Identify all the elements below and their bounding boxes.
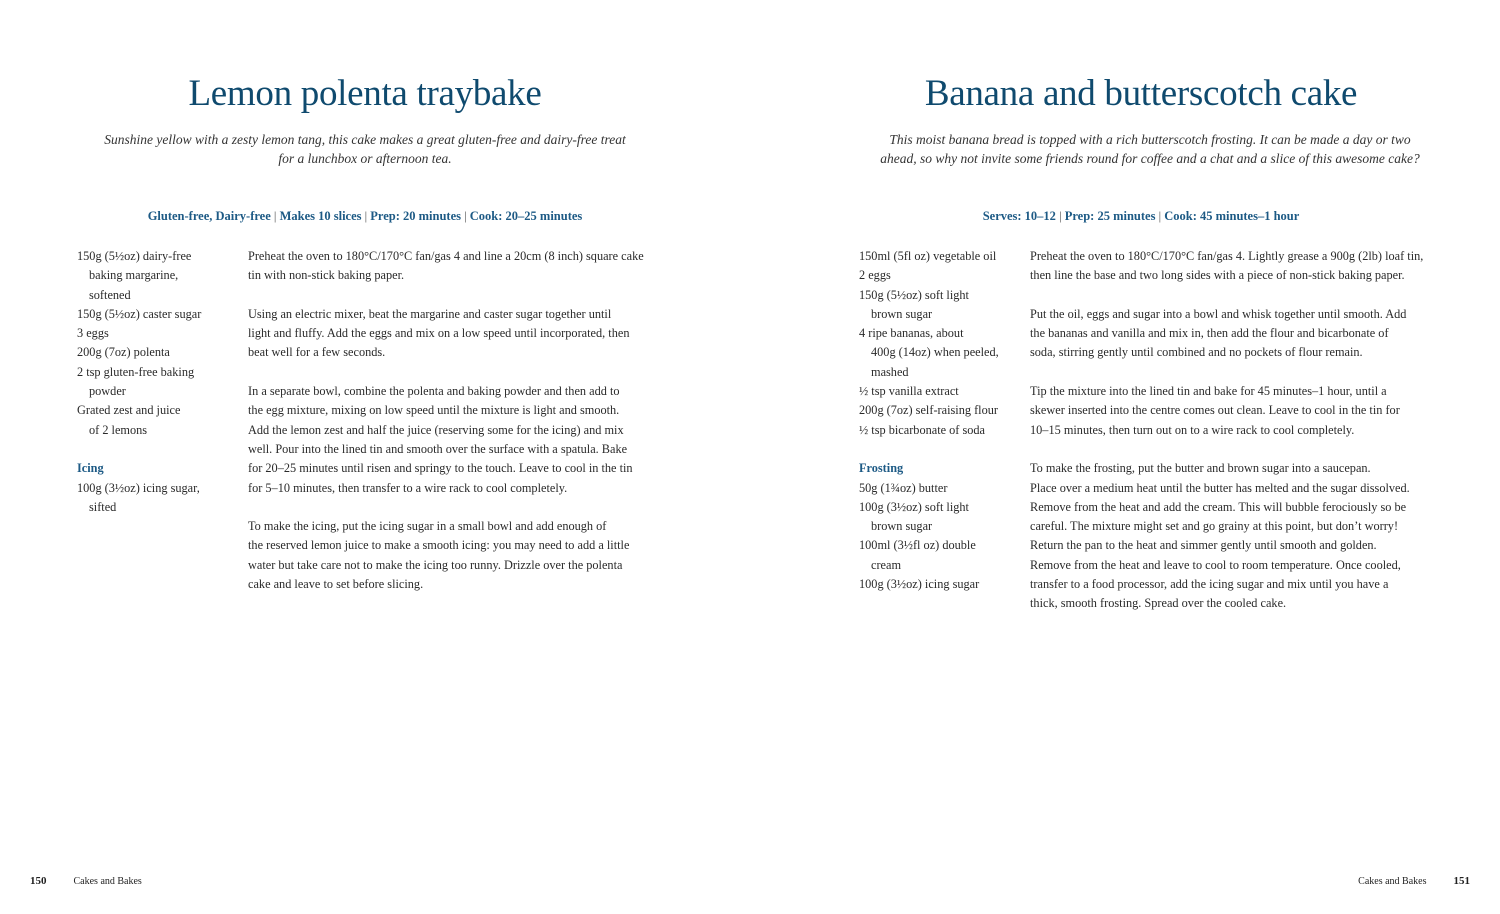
recipe-meta: Serves: 10–12 | Prep: 25 minutes | Cook: 45 minutes–1 hour (982, 209, 1300, 223)
method-line: tin with non-stick baking paper. (248, 268, 405, 283)
ingredient-line: softened (89, 287, 131, 302)
ingredient-line: of 2 lemons (89, 422, 148, 437)
method-line: soda, stirring gently until combined and no pockets of flour remain. (1030, 345, 1363, 360)
ingredient-line: 3 eggs (77, 326, 109, 341)
method-line: Using an electric mixer, beat the margarine and caster sugar together until (248, 306, 612, 321)
ingredient-line: 100g (3½oz) icing sugar (859, 577, 980, 592)
ingredient-line: baking margarine, (89, 268, 179, 283)
method-line: Return the pan to the heat and simmer gently until smooth and golden. (1030, 538, 1377, 553)
ingredient-line: brown sugar (871, 519, 933, 534)
ingredient-line: 200g (7oz) self-raising flour (859, 403, 998, 418)
dietary-info: Gluten-free, Dairy-free (147, 209, 271, 223)
cook-time: Cook: 45 minutes–1 hour (1164, 209, 1300, 223)
page-footer (1358, 875, 1470, 887)
method-paragraph (1030, 247, 1440, 286)
prep-time: Prep: 25 minutes (1064, 209, 1156, 223)
method-line: cake and leave to set before slicing. (248, 577, 424, 592)
method-line: Add the lemon zest and half the juice (reserving some for the icing) and mix (248, 422, 624, 437)
method-paragraph (248, 382, 648, 498)
method-paragraph (1030, 382, 1440, 440)
method-line: Place over a medium heat until the butter has melted and the sugar dissolved. (1030, 480, 1410, 495)
recipe-title: Banana and butterscotch cake (924, 73, 1358, 114)
yield-info: Makes 10 slices (279, 209, 362, 223)
ingredient-line: powder (89, 384, 126, 399)
page-footer (30, 875, 142, 887)
method-line: the egg mixture, mixing on low speed until the mixture is light and smooth. (248, 403, 620, 418)
intro-line: This moist banana bread is topped with a rich butterscotch frosting. It can be made a day or two (889, 132, 1411, 147)
method-line: To make the frosting, put the butter and brown sugar into a saucepan. (1030, 461, 1371, 476)
cook-time: Cook: 20–25 minutes (469, 209, 583, 223)
ingredient-line: 2 eggs (859, 268, 891, 283)
method-line: Preheat the oven to 180°C/170°C fan/gas 4. Lightly grease a 900g (2lb) loaf tin, (1030, 249, 1424, 263)
method-line: the bananas and vanilla and mix in, then add the flour and bicarbonate of (1030, 326, 1389, 341)
ingredient-line: 50g (1¾oz) butter (859, 480, 948, 495)
intro-line: for a lunchbox or afternoon tea. (278, 151, 452, 167)
method-line: careful. The mixture might set and go grainy at this point, but don’t worry! (1030, 519, 1399, 534)
method-line: then line the base and two long sides with a piece of non-stick baking paper. (1030, 268, 1405, 283)
ingredient-line: 100g (3½oz) icing sugar, (77, 480, 200, 495)
ingredient-line: ½ tsp bicarbonate of soda (859, 422, 986, 437)
page-number: 150 (30, 875, 47, 887)
method-line: well. Pour into the lined tin and smooth over the surface with a spatula. Bake (248, 441, 628, 456)
ingredient-line: 100g (3½oz) soft light (859, 499, 969, 514)
method-line: To make the icing, put the icing sugar in a small bowl and add enough of (248, 519, 607, 534)
method-text (1030, 247, 1440, 633)
method-line: Preheat the oven to 180°C/170°C fan/gas 4 and line a 20cm (8 inch) square cake (248, 249, 644, 263)
ingredient-line: brown sugar (871, 306, 933, 321)
ingredients-list (77, 247, 247, 517)
prep-time: Prep: 20 minutes (370, 209, 462, 223)
section-name: Cakes and Bakes (1358, 876, 1427, 887)
method-line: beat well for a few seconds. (248, 345, 386, 360)
right-page (750, 0, 1500, 914)
ingredient-line: 400g (14oz) when peeled, (871, 345, 999, 360)
method-line: Remove from the heat and add the cream. This will bubble ferociously so be (1030, 499, 1407, 514)
method-line: Put the oil, eggs and sugar into a bowl and whisk together until smooth. Add (1030, 306, 1407, 321)
recipe-title: Lemon polenta traybake (188, 73, 542, 114)
ingredient-line: 150g (5½oz) dairy-free (77, 249, 192, 263)
ingredient-line: mashed (871, 364, 909, 379)
ingredient-subheading: Frosting (859, 461, 904, 476)
ingredient-line: Grated zest and juice (77, 403, 181, 418)
page-number: 151 (1453, 875, 1470, 887)
intro-line: Sunshine yellow with a zesty lemon tang, this cake makes a great gluten-free and dairy-free treat (104, 132, 626, 147)
method-paragraph (248, 247, 648, 286)
section-name: Cakes and Bakes (73, 876, 142, 887)
method-line: thick, smooth frosting. Spread over the cooled cake. (1030, 596, 1287, 611)
method-line: for 5–10 minutes, then transfer to a wire rack to cool completely. (248, 480, 568, 495)
ingredient-line: sifted (89, 499, 117, 514)
ingredient-line: 2 tsp gluten-free baking (77, 364, 195, 379)
method-line: water but take care not to make the icing too runny. Drizzle over the polenta (248, 557, 623, 572)
method-line: the reserved lemon juice to make a smooth icing: you may need to add a little (248, 538, 630, 553)
method-line: Remove from the heat and leave to cool to room temperature. Once cooled, (1030, 557, 1401, 572)
ingredient-subheading: Icing (77, 461, 104, 476)
method-line: skewer inserted into the centre comes out clean. Leave to cool in the tin for (1030, 403, 1400, 418)
ingredient-line: cream (871, 557, 902, 572)
method-line: light and fluffy. Add the eggs and mix on a low speed until incorporated, then (248, 326, 630, 341)
method-paragraph (1030, 459, 1440, 613)
ingredient-line: 200g (7oz) polenta (77, 345, 170, 360)
method-paragraph (1030, 305, 1440, 363)
spacer (77, 440, 247, 459)
method-line: transfer to a food processor, add the icing sugar and mix until you have a (1030, 577, 1389, 592)
recipe-intro (865, 130, 1435, 169)
intro-line: ahead, so why not invite some friends round for coffee and a chat and a slice of this awesome cake? (880, 151, 1420, 167)
ingredient-line: 150g (5½oz) soft light (859, 287, 969, 302)
ingredients-list (859, 247, 1029, 594)
recipe-meta: Gluten-free, Dairy-free | Makes 10 slices | Prep: 20 minutes | Cook: 20–25 minutes (147, 209, 583, 223)
method-line: for 20–25 minutes until risen and springy to the touch. Leave to cool in the tin (248, 461, 633, 476)
ingredient-line: 150ml (5fl oz) vegetable oil (859, 249, 997, 263)
method-paragraph (248, 305, 648, 363)
yield-info: Serves: 10–12 (982, 209, 1056, 223)
recipe-intro (45, 130, 685, 169)
method-text (248, 247, 648, 614)
ingredient-line: 100ml (3½fl oz) double (859, 538, 976, 553)
spacer (859, 440, 1029, 459)
ingredient-line: 4 ripe bananas, about (859, 326, 964, 341)
method-line: In a separate bowl, combine the polenta and baking powder and then add to (248, 384, 620, 399)
method-line: Tip the mixture into the lined tin and bake for 45 minutes–1 hour, until a (1030, 384, 1387, 399)
ingredient-line: 150g (5½oz) caster sugar (77, 306, 202, 321)
ingredient-line: ½ tsp vanilla extract (859, 384, 959, 399)
method-paragraph (248, 517, 648, 594)
method-line: 10–15 minutes, then turn out on to a wire rack to cool completely. (1030, 422, 1355, 437)
